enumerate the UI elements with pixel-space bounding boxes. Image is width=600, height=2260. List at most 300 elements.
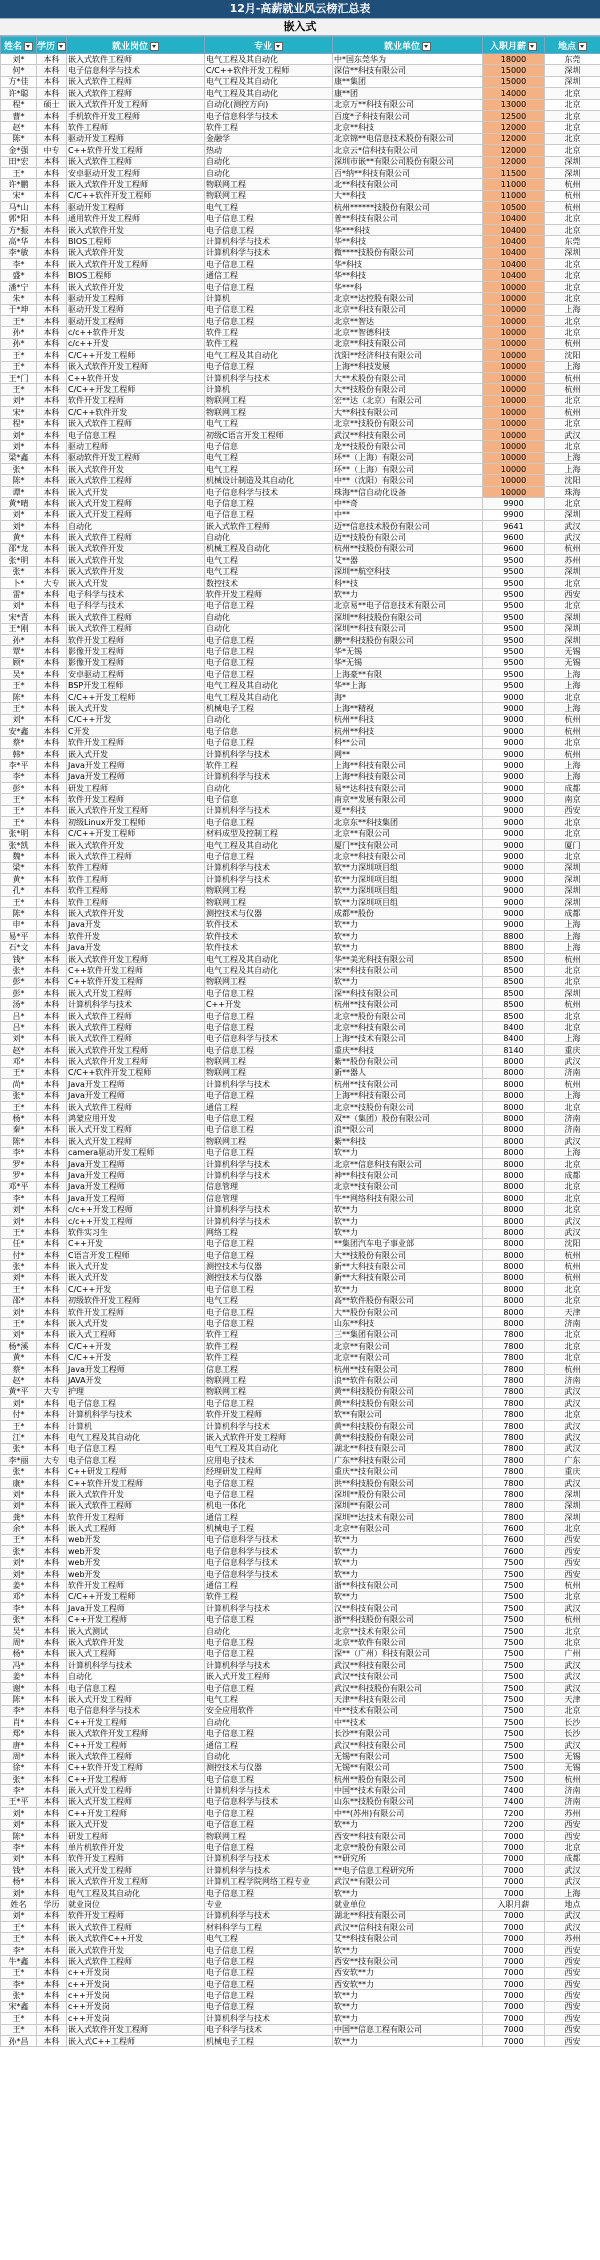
cell-position[interactable]: C++开发工程师: [67, 1808, 205, 1819]
cell-location[interactable]: 北京: [545, 1010, 600, 1021]
cell-salary[interactable]: 7000: [483, 1944, 545, 1955]
cell-employer[interactable]: 厦门**技有限公司: [333, 839, 483, 850]
cell-position[interactable]: C/C++开发: [67, 1341, 205, 1352]
cell-education[interactable]: 大专: [37, 577, 67, 588]
cell-position[interactable]: 嵌入式软件开发工程师: [67, 99, 205, 110]
cell-employer[interactable]: 黄**科技股份有限公司: [333, 1432, 483, 1443]
cell-name[interactable]: 张*凯: [1, 839, 37, 850]
cell-position[interactable]: 电子信息工程: [67, 1443, 205, 1454]
cell-major[interactable]: 电气工程: [205, 418, 333, 429]
cell-name[interactable]: 李*: [1, 1944, 37, 1955]
cell-education[interactable]: 本科: [37, 338, 67, 349]
cell-name[interactable]: 唐*: [1, 1739, 37, 1750]
cell-major[interactable]: 计算机科学与技术: [205, 1660, 333, 1671]
cell-major[interactable]: 自动化: [205, 532, 333, 543]
cell-education[interactable]: 本科: [37, 1637, 67, 1648]
cell-major[interactable]: 电子信息工程: [205, 737, 333, 748]
cell-employer[interactable]: 深圳**科技股份有限公司: [333, 612, 483, 623]
cell-position[interactable]: 嵌入式软件开发工程师: [67, 259, 205, 270]
cell-name[interactable]: 付*: [1, 1250, 37, 1261]
cell-location[interactable]: 武汉: [545, 1876, 600, 1887]
cell-employer[interactable]: 北京**科技有限公司: [333, 1022, 483, 1033]
cell-position[interactable]: C++开发工程师: [67, 1773, 205, 1784]
cell-education[interactable]: 本科: [37, 133, 67, 144]
cell-location[interactable]: 济南: [545, 1124, 600, 1135]
cell-name[interactable]: 王*: [1, 1067, 37, 1078]
cell-employer[interactable]: 上海豪**有限: [333, 669, 483, 680]
cell-major[interactable]: 电子信息工程: [205, 1318, 333, 1329]
cell-education[interactable]: 硕士: [37, 99, 67, 110]
cell-location[interactable]: 深圳: [545, 566, 600, 577]
cell-position[interactable]: 嵌入式工程师: [67, 1329, 205, 1340]
cell-location[interactable]: 武汉: [545, 1922, 600, 1933]
cell-salary[interactable]: 8000: [483, 1136, 545, 1147]
cell-location[interactable]: 杭州: [545, 953, 600, 964]
cell-location[interactable]: 深圳: [545, 247, 600, 258]
cell-location[interactable]: 北京: [545, 1158, 600, 1169]
cell-education[interactable]: 本科: [37, 543, 67, 554]
cell-salary[interactable]: 7500: [483, 1705, 545, 1716]
cell-location[interactable]: 西安: [545, 1568, 600, 1579]
cell-location[interactable]: 西安: [545, 1979, 600, 1990]
cell-salary[interactable]: 7200: [483, 1808, 545, 1819]
cell-name[interactable]: 陈*: [1, 691, 37, 702]
cell-name[interactable]: 吕*: [1, 1022, 37, 1033]
cell-position[interactable]: 电气工程及其自动化: [67, 1887, 205, 1898]
cell-location[interactable]: 北京: [545, 600, 600, 611]
cell-name[interactable]: 蔡*: [1, 1363, 37, 1374]
cell-name[interactable]: 王*门: [1, 372, 37, 383]
cell-major[interactable]: 计算机科学与技术: [205, 1158, 333, 1169]
cell-employer[interactable]: 软**力: [333, 1990, 483, 2001]
cell-position[interactable]: Java开发工程师: [67, 1363, 205, 1374]
cell-education[interactable]: 本科: [37, 1466, 67, 1477]
cell-employer[interactable]: 软**力: [333, 589, 483, 600]
cell-major[interactable]: 网络工程: [205, 1227, 333, 1238]
cell-major[interactable]: 物联网工程: [205, 1386, 333, 1397]
cell-major[interactable]: 电气工程及其自动化: [205, 1443, 333, 1454]
cell-major[interactable]: 电子信息工程: [205, 1022, 333, 1033]
cell-location[interactable]: 武汉: [545, 1910, 600, 1921]
cell-major[interactable]: 电子信息: [205, 794, 333, 805]
cell-position[interactable]: 电子信息科学与技术: [67, 1705, 205, 1716]
cell-employer[interactable]: 杭州**股份有限公司: [333, 1773, 483, 1784]
cell-education[interactable]: 本科: [37, 1193, 67, 1204]
cell-position[interactable]: 电气工程及其自动化: [67, 1432, 205, 1443]
cell-education[interactable]: 本科: [37, 122, 67, 133]
cell-major[interactable]: 电子信息工程: [205, 1842, 333, 1853]
cell-major[interactable]: 嵌入式开发工程师: [205, 1671, 333, 1682]
cell-position[interactable]: C/C++开发工程师: [67, 384, 205, 395]
cell-major[interactable]: 计算机科学与技术: [205, 748, 333, 759]
cell-employer[interactable]: 中国**信息工程有限公司: [333, 2024, 483, 2035]
cell-name[interactable]: 付*: [1, 1409, 37, 1420]
cell-location[interactable]: 深圳: [545, 988, 600, 999]
cell-salary[interactable]: 8000: [483, 1318, 545, 1329]
cell-name[interactable]: 石*文: [1, 942, 37, 953]
cell-position[interactable]: 软件工程师: [67, 874, 205, 885]
cell-position[interactable]: Java开发工程师: [67, 771, 205, 782]
cell-education[interactable]: 本科: [37, 1705, 67, 1716]
cell-salary[interactable]: 7500: [483, 1739, 545, 1750]
cell-salary[interactable]: 8000: [483, 1181, 545, 1192]
cell-location[interactable]: 深圳: [545, 896, 600, 907]
cell-name[interactable]: 黄*平: [1, 1386, 37, 1397]
cell-employer[interactable]: 华**上海: [333, 680, 483, 691]
cell-salary[interactable]: 8000: [483, 1113, 545, 1124]
cell-position[interactable]: 嵌入式软件工程师: [67, 418, 205, 429]
cell-name[interactable]: 周*: [1, 1637, 37, 1648]
cell-employer[interactable]: 大**技股份有限公司: [333, 384, 483, 395]
cell-position[interactable]: 手机软件开发工程师: [67, 110, 205, 121]
cell-salary[interactable]: 7500: [483, 1580, 545, 1591]
cell-major[interactable]: 电气工程: [205, 566, 333, 577]
cell-location[interactable]: 济南: [545, 1318, 600, 1329]
cell-education[interactable]: 本科: [37, 521, 67, 532]
cell-location[interactable]: 北京: [545, 498, 600, 509]
cell-location[interactable]: 杭州: [545, 543, 600, 554]
cell-position[interactable]: 影像开发工程师: [67, 657, 205, 668]
cell-education[interactable]: 本科: [37, 88, 67, 99]
cell-name[interactable]: 孙*: [1, 327, 37, 338]
cell-major[interactable]: 计算机科学与技术: [205, 247, 333, 258]
cell-education[interactable]: 本科: [37, 1979, 67, 1990]
cell-location[interactable]: 无锡: [545, 657, 600, 668]
cell-major[interactable]: 电气工程: [205, 464, 333, 475]
cell-salary[interactable]: 11000: [483, 179, 545, 190]
cell-employer[interactable]: 夏**科技: [333, 805, 483, 816]
cell-position[interactable]: web开发: [67, 1568, 205, 1579]
cell-education[interactable]: 本科: [37, 953, 67, 964]
cell-employer[interactable]: 大**技股份有限公司: [333, 1250, 483, 1261]
cell-employer[interactable]: 北京**有限公司: [333, 1523, 483, 1534]
cell-major[interactable]: 金融学: [205, 133, 333, 144]
cell-major[interactable]: 自动化: [205, 1751, 333, 1762]
cell-salary[interactable]: 7000: [483, 1933, 545, 1944]
cell-employer[interactable]: 无锡**有限公司: [333, 1751, 483, 1762]
cell-employer[interactable]: 杭州**科技: [333, 726, 483, 737]
cell-major[interactable]: 电子信息工程: [205, 1819, 333, 1830]
cell-education[interactable]: 本科: [37, 988, 67, 999]
cell-education[interactable]: 本科: [37, 395, 67, 406]
cell-location[interactable]: 西安: [545, 1956, 600, 1967]
cell-salary[interactable]: 9000: [483, 760, 545, 771]
cell-major[interactable]: 电子信息工程: [205, 1250, 333, 1261]
cell-name[interactable]: 卜*: [1, 577, 37, 588]
cell-name[interactable]: 王*: [1, 1967, 37, 1978]
cell-salary[interactable]: 9000: [483, 726, 545, 737]
cell-position[interactable]: BIOS工程师: [67, 236, 205, 247]
cell-employer[interactable]: 中**（沈阳）有限公司: [333, 475, 483, 486]
cell-position[interactable]: 计算机科学与技术: [67, 1660, 205, 1671]
cell-location[interactable]: 深圳: [545, 1500, 600, 1511]
cell-salary[interactable]: 9900: [483, 509, 545, 520]
cell-employer[interactable]: 软**力: [333, 2035, 483, 2046]
cell-name[interactable]: 姜*: [1, 1671, 37, 1682]
cell-position[interactable]: web开发: [67, 1557, 205, 1568]
cell-location[interactable]: 西安: [545, 1557, 600, 1568]
cell-name[interactable]: 吴*: [1, 669, 37, 680]
cell-education[interactable]: 本科: [37, 1773, 67, 1784]
cell-position[interactable]: c/c++开发工程师: [67, 1204, 205, 1215]
cell-major[interactable]: 电子信息工程: [205, 669, 333, 680]
cell-education[interactable]: 本科: [37, 634, 67, 645]
cell-major[interactable]: 电子信息工程: [205, 1010, 333, 1021]
cell-position[interactable]: 嵌入式软件开发: [67, 1944, 205, 1955]
cell-employer[interactable]: 北京**技股份有限公司: [333, 1101, 483, 1112]
cell-location[interactable]: 上海: [545, 1147, 600, 1158]
cell-position[interactable]: 初级软件开发工程师: [67, 1295, 205, 1306]
cell-major[interactable]: 材料科学与工程: [205, 1922, 333, 1933]
cell-major[interactable]: 计算机科学与技术: [205, 862, 333, 873]
cell-salary[interactable]: 7500: [483, 1717, 545, 1728]
cell-salary[interactable]: 7600: [483, 1534, 545, 1545]
cell-education[interactable]: 本科: [37, 1238, 67, 1249]
cell-location[interactable]: 武汉: [545, 429, 600, 440]
cell-salary[interactable]: 入职月薪: [483, 1899, 545, 1910]
cell-major[interactable]: 电子信息工程: [205, 1773, 333, 1784]
cell-name[interactable]: 宋*青: [1, 612, 37, 623]
cell-salary[interactable]: 10500: [483, 202, 545, 213]
cell-education[interactable]: 本科: [37, 737, 67, 748]
cell-major[interactable]: 软件工程: [205, 1591, 333, 1602]
cell-employer[interactable]: 北京**科技有限公司: [333, 304, 483, 315]
cell-major[interactable]: 物联网工程: [205, 1830, 333, 1841]
cell-position[interactable]: Java开发: [67, 942, 205, 953]
cell-education[interactable]: 本科: [37, 236, 67, 247]
cell-employer[interactable]: 黄**科技股份有限公司: [333, 1398, 483, 1409]
cell-salary[interactable]: 8000: [483, 1238, 545, 1249]
cell-position[interactable]: 嵌入式开发: [67, 1261, 205, 1272]
cell-name[interactable]: 孙*: [1, 634, 37, 645]
cell-major[interactable]: 自动化(测控方向): [205, 99, 333, 110]
cell-position[interactable]: 驱动开发工程师: [67, 202, 205, 213]
cell-employer[interactable]: 中**(苏州)有限公司: [333, 1808, 483, 1819]
cell-name[interactable]: 盛*: [1, 270, 37, 281]
cell-education[interactable]: 本科: [37, 760, 67, 771]
cell-name[interactable]: 吕*: [1, 1010, 37, 1021]
cell-salary[interactable]: 7800: [483, 1386, 545, 1397]
cell-education[interactable]: 本科: [37, 680, 67, 691]
cell-education[interactable]: 本科: [37, 1808, 67, 1819]
cell-location[interactable]: 西安: [545, 2035, 600, 2046]
cell-major[interactable]: 计算机科学与技术: [205, 1215, 333, 1226]
cell-name[interactable]: 刘*: [1, 1853, 37, 1864]
cell-major[interactable]: 电子信息工程: [205, 634, 333, 645]
cell-major[interactable]: 电子信息工程: [205, 1398, 333, 1409]
cell-education[interactable]: 本科: [37, 65, 67, 76]
cell-position[interactable]: 嵌入式开发工程师: [67, 498, 205, 509]
cell-location[interactable]: 北京: [545, 737, 600, 748]
cell-employer[interactable]: 鹏**科技股份有限公司: [333, 634, 483, 645]
cell-salary[interactable]: 10000: [483, 281, 545, 292]
cell-salary[interactable]: 15000: [483, 65, 545, 76]
cell-name[interactable]: 李*: [1, 1603, 37, 1614]
cell-position[interactable]: C语言开发工程师: [67, 1250, 205, 1261]
cell-employer[interactable]: 软**力: [333, 1204, 483, 1215]
cell-salary[interactable]: 8800: [483, 942, 545, 953]
cell-position[interactable]: 嵌入式开发: [67, 703, 205, 714]
cell-position[interactable]: 研发工程师: [67, 1830, 205, 1841]
cell-education[interactable]: 本科: [37, 281, 67, 292]
cell-location[interactable]: 北京: [545, 133, 600, 144]
cell-position[interactable]: 嵌入式测试: [67, 1625, 205, 1636]
cell-position[interactable]: 嵌入式软件工程师: [67, 1010, 205, 1021]
cell-employer[interactable]: 深圳**航空科技: [333, 566, 483, 577]
cell-employer[interactable]: 中**技术: [333, 1717, 483, 1728]
cell-education[interactable]: 本科: [37, 919, 67, 930]
cell-education[interactable]: 本科: [37, 965, 67, 976]
cell-education[interactable]: 本科: [37, 976, 67, 987]
cell-employer[interactable]: 紫**科技: [333, 1136, 483, 1147]
cell-major[interactable]: 电气工程及其自动化: [205, 953, 333, 964]
cell-salary[interactable]: 9600: [483, 532, 545, 543]
cell-major[interactable]: 计算机科学与技术: [205, 2013, 333, 2024]
cell-name[interactable]: 邓*: [1, 1056, 37, 1067]
cell-major[interactable]: 物联网工程: [205, 976, 333, 987]
cell-major[interactable]: 电子信息工程: [205, 1944, 333, 1955]
cell-name[interactable]: 李*丽: [1, 1455, 37, 1466]
cell-employer[interactable]: 北京锦**电信息技术股份有限公司: [333, 133, 483, 144]
cell-major[interactable]: 软件开发工程师: [205, 589, 333, 600]
cell-education[interactable]: 本科: [37, 555, 67, 566]
cell-salary[interactable]: 7600: [483, 1546, 545, 1557]
cell-major[interactable]: 电气工程: [205, 1295, 333, 1306]
cell-location[interactable]: 珠海: [545, 486, 600, 497]
cell-employer[interactable]: 深圳市嵌**有限公司股份有限公司: [333, 156, 483, 167]
cell-position[interactable]: 单片机软件开发: [67, 1842, 205, 1853]
cell-location[interactable]: 上海: [545, 931, 600, 942]
cell-employer[interactable]: 深圳**达技术有限公司: [333, 1512, 483, 1523]
cell-major[interactable]: 计算机科学与技术: [205, 874, 333, 885]
cell-name[interactable]: 刘*: [1, 429, 37, 440]
cell-education[interactable]: 本科: [37, 1796, 67, 1807]
filter-dropdown-icon[interactable]: [578, 42, 587, 51]
cell-major[interactable]: 计算机科学与技术: [205, 1853, 333, 1864]
cell-employer[interactable]: 北京**有限公司: [333, 828, 483, 839]
cell-major[interactable]: 物联网工程: [205, 190, 333, 201]
cell-salary[interactable]: 7000: [483, 1865, 545, 1876]
cell-education[interactable]: 本科: [37, 623, 67, 634]
cell-major[interactable]: 嵌入式软件开发工程师: [205, 1432, 333, 1443]
cell-salary[interactable]: 7800: [483, 1477, 545, 1488]
cell-major[interactable]: 材料成型及控制工程: [205, 828, 333, 839]
cell-major[interactable]: 物联网工程: [205, 896, 333, 907]
cell-education[interactable]: 本科: [37, 2013, 67, 2024]
cell-name[interactable]: 杨*溪: [1, 1341, 37, 1352]
cell-employer[interactable]: 重庆**技有限公司: [333, 1466, 483, 1477]
cell-major[interactable]: 电子科学与技术: [205, 2024, 333, 2035]
cell-salary[interactable]: 9500: [483, 600, 545, 611]
cell-education[interactable]: 本科: [37, 475, 67, 486]
cell-location[interactable]: 成都: [545, 908, 600, 919]
cell-salary[interactable]: 7000: [483, 1910, 545, 1921]
cell-position[interactable]: 电子信息科学与技术: [67, 65, 205, 76]
cell-position[interactable]: 就业岗位: [67, 1899, 205, 1910]
header-salary[interactable]: 入职月薪: [483, 37, 545, 54]
cell-salary[interactable]: 8000: [483, 1261, 545, 1272]
cell-education[interactable]: 本科: [37, 452, 67, 463]
cell-major[interactable]: 嵌入式软件工程师: [205, 521, 333, 532]
cell-education[interactable]: 本科: [37, 441, 67, 452]
filter-dropdown-icon[interactable]: [274, 42, 283, 51]
cell-education[interactable]: 本科: [37, 167, 67, 178]
cell-name[interactable]: 刘*: [1, 1215, 37, 1226]
cell-employer[interactable]: 艾**科技有限公司: [333, 1933, 483, 1944]
cell-position[interactable]: 软件开发: [67, 931, 205, 942]
cell-position[interactable]: 电子科学与技术: [67, 600, 205, 611]
header-position[interactable]: 就业岗位: [67, 37, 205, 54]
cell-education[interactable]: 本科: [37, 2024, 67, 2035]
cell-salary[interactable]: 9500: [483, 555, 545, 566]
cell-position[interactable]: Java开发工程师: [67, 1170, 205, 1181]
cell-location[interactable]: 北京: [545, 1625, 600, 1636]
cell-employer[interactable]: 北京云*信科技有限公司: [333, 145, 483, 156]
cell-location[interactable]: 厦门: [545, 839, 600, 850]
cell-employer[interactable]: 杭州**技股份有限公司: [333, 543, 483, 554]
cell-name[interactable]: 金*强: [1, 145, 37, 156]
cell-major[interactable]: 电子信息工程: [205, 851, 333, 862]
cell-position[interactable]: C/C++开发: [67, 714, 205, 725]
cell-position[interactable]: 嵌入式软件开发工程师: [67, 1876, 205, 1887]
cell-salary[interactable]: 9500: [483, 669, 545, 680]
cell-salary[interactable]: 7000: [483, 1876, 545, 1887]
cell-position[interactable]: 嵌入式软件开发: [67, 908, 205, 919]
cell-major[interactable]: 电子信息工程: [205, 1979, 333, 1990]
cell-education[interactable]: 本科: [37, 1432, 67, 1443]
cell-employer[interactable]: 海*: [333, 691, 483, 702]
cell-employer[interactable]: 上海**精视: [333, 703, 483, 714]
cell-employer[interactable]: 杭州**技有限公司: [333, 1363, 483, 1374]
cell-salary[interactable]: 7500: [483, 1557, 545, 1568]
cell-name[interactable]: 刘*: [1, 1398, 37, 1409]
cell-education[interactable]: 本科: [37, 1751, 67, 1762]
cell-employer[interactable]: 软**力: [333, 1215, 483, 1226]
cell-salary[interactable]: 11000: [483, 190, 545, 201]
cell-employer[interactable]: 深圳**股份有限公司: [333, 1489, 483, 1500]
cell-location[interactable]: 上海: [545, 760, 600, 771]
cell-position[interactable]: C++研发工程师: [67, 1466, 205, 1477]
cell-location[interactable]: 北京: [545, 259, 600, 270]
cell-location[interactable]: 武汉: [545, 1056, 600, 1067]
cell-education[interactable]: 本科: [37, 464, 67, 475]
cell-location[interactable]: 北京: [545, 1295, 600, 1306]
cell-employer[interactable]: 浙**科技股份有限公司: [333, 1614, 483, 1625]
cell-location[interactable]: 北京: [545, 213, 600, 224]
cell-employer[interactable]: 武汉**科技股份有限公司: [333, 1682, 483, 1693]
cell-salary[interactable]: 8000: [483, 1227, 545, 1238]
cell-employer[interactable]: 华*科技: [333, 259, 483, 270]
cell-name[interactable]: 王*: [1, 2024, 37, 2035]
cell-location[interactable]: 杭州: [545, 1614, 600, 1625]
cell-employer[interactable]: 北京**有限公司: [333, 1341, 483, 1352]
cell-name[interactable]: 牛*鑫: [1, 1956, 37, 1967]
cell-location[interactable]: 深圳: [545, 1489, 600, 1500]
cell-education[interactable]: 本科: [37, 1443, 67, 1454]
cell-salary[interactable]: 7500: [483, 1773, 545, 1784]
cell-location[interactable]: 上海: [545, 1033, 600, 1044]
cell-position[interactable]: 嵌入式软件工程师: [67, 1101, 205, 1112]
cell-salary[interactable]: 7500: [483, 1568, 545, 1579]
cell-position[interactable]: BSP开发工程师: [67, 680, 205, 691]
cell-name[interactable]: 吴*: [1, 1625, 37, 1636]
cell-location[interactable]: 武汉: [545, 1660, 600, 1671]
cell-education[interactable]: 本科: [37, 110, 67, 121]
cell-name[interactable]: 郭*阳: [1, 213, 37, 224]
cell-employer[interactable]: 上海**技术有限公司: [333, 1033, 483, 1044]
cell-location[interactable]: 北京: [545, 110, 600, 121]
cell-position[interactable]: 安卓驱动工程师: [67, 669, 205, 680]
